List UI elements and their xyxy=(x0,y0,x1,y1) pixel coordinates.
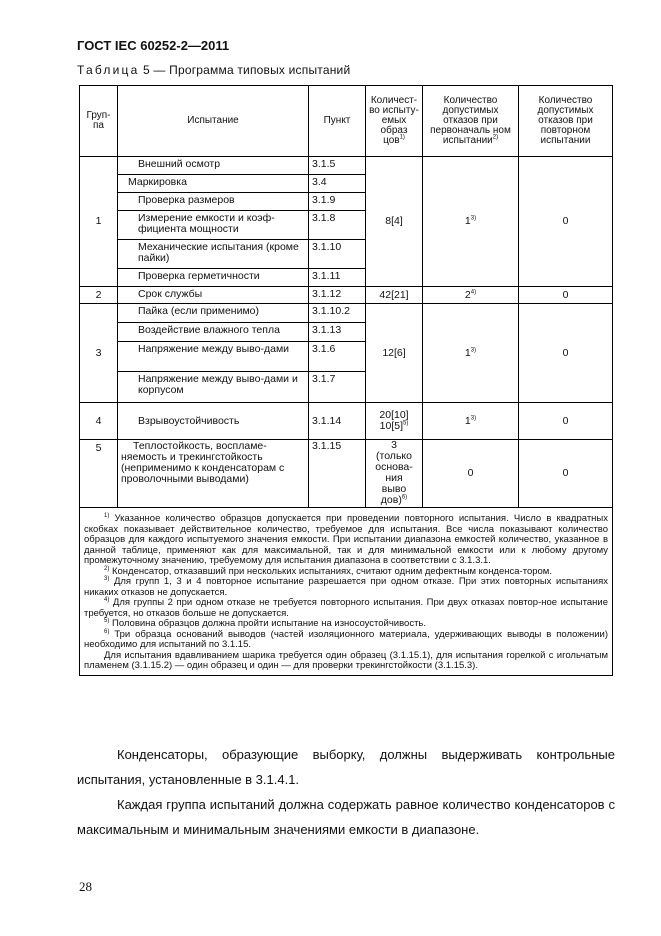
first-failures: 1$^{3)}$ xyxy=(423,157,519,287)
note-4: $^{4)}$ Для группы 2 при одном отказе не требуется повторного испытания. При двух отказах повтор-ное испытание требуется, но отказов больше не допускается. xyxy=(84,596,608,619)
test-name: Пайка (если применимо) xyxy=(118,304,308,323)
table-notes xyxy=(80,508,613,676)
group-number: 5 xyxy=(80,440,118,508)
group-number: 1 xyxy=(80,157,118,287)
group-tests xyxy=(118,287,309,304)
test-point: 3.1.15 xyxy=(309,440,366,508)
header-first-failures: Количество допустимых отказов при первоначаль ном испытании$^{2)}$ xyxy=(423,86,519,157)
table-row-group-2 xyxy=(80,287,613,304)
repeat-failures: 0 xyxy=(519,440,613,508)
group-points xyxy=(309,287,366,304)
samples-count: 3 (только основа-ния выво дов)$^{6)}$ xyxy=(366,440,423,508)
table-caption xyxy=(77,63,350,77)
test-name: Взрывоустойчивость xyxy=(118,403,309,440)
note-3: $^{3)}$ Для групп 1, 3 и 4 повторное испытание разрешается при одном отказе. При этих повторных испытаниях никаких отказов не допускается. xyxy=(84,575,608,598)
first-failures: 2$^{4)}$ xyxy=(423,287,519,304)
header-group: Груп-па xyxy=(80,86,118,157)
group-number: 4 xyxy=(80,403,118,440)
test-point: 3.1.13 xyxy=(309,323,365,342)
test-name: Напряжение между выво-дами и корпусом xyxy=(138,373,298,396)
table-row-group-4 xyxy=(80,403,613,440)
samples-count: 8[4] xyxy=(366,157,423,287)
test-name: Проверка размеров xyxy=(118,193,308,211)
test-point: 3.1.5 xyxy=(309,157,365,175)
group-tests xyxy=(118,157,309,287)
header-test: Испытание xyxy=(118,86,309,157)
test-name: Срок службы xyxy=(138,288,203,300)
test-name: Маркировка xyxy=(118,175,308,193)
repeat-failures: 0 xyxy=(519,304,613,403)
test-point: 3.1.11 xyxy=(312,270,341,282)
group-number: 3 xyxy=(80,304,118,403)
page-number: 28 xyxy=(79,879,92,894)
document-header: ГОСТ IEC 60252-2—2011 xyxy=(77,38,230,53)
table-caption-word: Таблица xyxy=(77,63,140,77)
table-caption-text: 5 — Программа типовых испытаний xyxy=(143,63,351,77)
test-point: 3.1.9 xyxy=(309,193,365,211)
samples-count: 20[10] $10[5]^{5)}$ xyxy=(366,403,423,440)
test-name: Проверка герметичности xyxy=(138,270,260,282)
header-repeat-failures: Количество допустимых отказов при повторном испытании xyxy=(519,86,613,157)
test-point: 3.1.12 xyxy=(312,288,342,300)
test-point: 3.1.10.2 xyxy=(309,304,365,323)
test-point: 3.1.6 xyxy=(309,342,365,372)
table-row-group-5 xyxy=(80,440,613,508)
group-points xyxy=(309,304,366,403)
first-failures: 1$^{3)}$ xyxy=(423,304,519,403)
test-name: Механические испытания (кроме пайки) xyxy=(118,240,308,269)
test-point: 3.1.8 xyxy=(309,211,365,240)
note-1: $^{1)}$ Указанное количество образцов допускается при проведении повторного испытания. Число в квадратных скобках показывает действительное количество, требуемое для испытания. Все числа показывают количество образцов для каждого испытуемого значения емкости. При испытании диапазона емкостей количество, указанное в данной таблице, применяют как для максимальной, так и для минимальной емкости или к любому другому промежуточному значению, требуемому для испытания диапазона в соответствии с 3.1.3.1. xyxy=(84,512,609,566)
samples-count: 42[21] xyxy=(366,287,423,304)
header-point: Пункт xyxy=(309,86,366,157)
test-point: 3.4 xyxy=(309,175,365,193)
table-notes-row xyxy=(80,508,613,676)
header-samples: Количест-во испыту-емых образ цов$^{1)}$ xyxy=(366,86,423,157)
repeat-failures: 0 xyxy=(519,403,613,440)
test-point: 3.1.10 xyxy=(309,240,365,269)
test-name: Напряжение между выво-дами xyxy=(118,342,308,372)
note-6-continued: Для испытания вдавливанием шарика требуется один образец (3.1.15.1), для испытания горелкой с игольчатым пламенем (3.1.15.2) — один образец и один — для проверки трекингстойкости (3.1.15.3). xyxy=(84,649,608,671)
repeat-failures: 0 xyxy=(519,157,613,287)
test-point: 3.1.7 xyxy=(312,373,336,385)
first-failures: 0 xyxy=(423,440,519,508)
test-point: 3.1.14 xyxy=(309,403,366,440)
table-row-group-3 xyxy=(80,304,613,403)
test-name: Внешний осмотр xyxy=(118,157,308,175)
samples-count: 12[6] xyxy=(366,304,423,403)
note-6: $^{6)}$ Три образца оснований выводов (частей изоляционного материала, удерживающих выводы в положении) необходимо для испытаний по 3.1.15. xyxy=(84,628,608,650)
note-2: $^{2)}$ Конденсатор, отказавший при нескольких испытаниях, считают одним дефектным конденса-тором. xyxy=(104,565,552,577)
table-header-row xyxy=(80,86,613,157)
note-5: $^{5)}$ Половина образцов должна пройти испытание на износоустойчивость. xyxy=(104,617,427,629)
group-points xyxy=(309,157,366,287)
first-failures: 1$^{3)}$ xyxy=(423,403,519,440)
table-row-group-1 xyxy=(80,157,613,287)
group-tests xyxy=(118,304,309,403)
test-name: Измерение емкости и коэф-фициента мощности xyxy=(118,211,308,240)
body-paragraph-2: Каждая группа испытаний должна содержать равное количество конденсаторов с максимальным и минимальным значениями емкости в диапазоне. xyxy=(77,797,615,837)
body-paragraph-1: Конденсаторы, образующие выборку, должны выдерживать контрольные испытания, установленные в 3.1.4.1. xyxy=(77,747,615,787)
test-name: Теплостойкость, воспламе-няемость и трекингстойкость (неприменимо к конденсаторам с проволочными выводами) xyxy=(118,440,309,508)
test-program-table xyxy=(79,85,613,676)
group-number: 2 xyxy=(80,287,118,304)
test-name: Воздействие влажного тепла xyxy=(118,323,308,342)
repeat-failures: 0 xyxy=(519,287,613,304)
